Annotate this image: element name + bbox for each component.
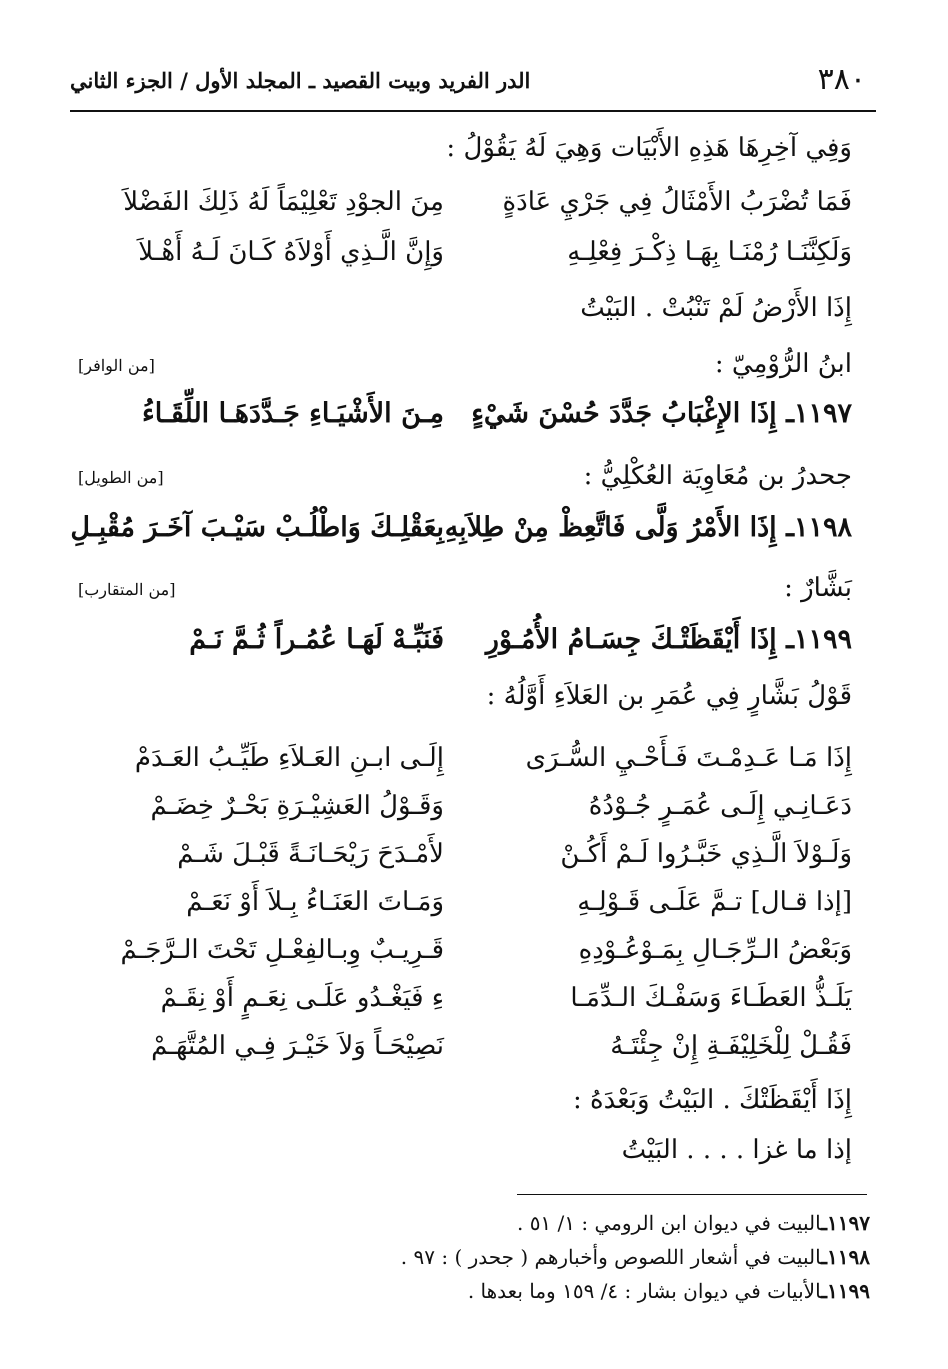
poet-1199: بَشَّارٌ : (784, 573, 852, 603)
verse-a1-left: مِنَ الجوْدِ تَعْلِيْمَاً لَهُ ذَلِكَ الفَضْلاَ (123, 187, 444, 217)
verse-b4-left: وَمَـاتَ العَنَـاءُ بِـلاَ أَوْ نَعَـمْ (186, 887, 444, 917)
verse-b7-left: نَصِيْحَـاً وَلاَ خَيْـرَ فِـي المُتَّهَـمْ (151, 1031, 444, 1061)
verse-a2-left: وَإِنَّ الَّـذِي أَوْلاَهُ كَـانَ لَـهُ أَهْـلاَ (138, 237, 444, 267)
poet-1198: جحدرُ بن مُعَاوِيَة العُكْلِيُّ : (583, 461, 852, 491)
verse-b5-left: قَـرِيـبٌ وِبـالفِعْـلِ تَحْتَ الـرَّجَـمْ (120, 935, 444, 965)
page-header (70, 60, 870, 104)
footnote-text: البيت في ديوان ابن الرومي : ١/ ٥١ . (516, 1211, 822, 1235)
verse-1198-left: بِعَقْلِـكَ وَاطْلُـبْ سَيْـبَ آخَـرَ مُقْبِـلِ (70, 512, 444, 543)
page-number: ٣٨٠ (817, 62, 866, 97)
verse-b3-right: وَلَـوْلاَ الَّـذِي خَبَّـرُوا لَـمْ أَكُـنْ (560, 839, 852, 869)
header-rule (70, 110, 876, 112)
note-b2: إذا ما غزا . . . . البَيْتُ (621, 1135, 852, 1165)
verse-1197-right: ١١٩٧ـ إِذَا الإِغْبَابُ جَدَّدَ حُسْنَ شَيْءٍ (471, 398, 852, 429)
meter-1199: [من المتقارب] (78, 580, 176, 599)
footnote-number: ١١٩٨ـ (821, 1245, 870, 1269)
footnote-text: الأبيات في ديوان بشار : ٤/ ١٥٩ وما بعدها . (467, 1279, 822, 1303)
verse-b7-right: فَقُـلْ لِلْخَلِيْفَـةِ إِنْ جِئْتَـهُ (610, 1031, 852, 1061)
footnote-1198 (401, 1242, 870, 1272)
verse-b5-right: وَبَعْضُ الـرِّجَـالِ بِمَـوْعُـوْدِهِ (578, 935, 852, 965)
meter-1198: [من الطويل] (78, 468, 164, 487)
verse-b6-right: يَلَـذُّ العَطَـاءَ وَسَفْـكَ الـدِّمَـا (570, 983, 852, 1013)
verse-a2-right: وَلَكِنَّنَـا رُمْنَـا بِهَـا ذِكْـرَ فِعْلِـهِ (567, 237, 852, 267)
footnote-number: ١١٩٩ـ (821, 1279, 870, 1303)
verse-b4-right: [إذا قـال] تـمَّ عَلَـى قَـوْلِـهِ (577, 887, 852, 917)
meter-1197: [من الوافر] (78, 356, 155, 375)
footnote-1199 (468, 1276, 870, 1306)
verse-b1-right: إِذَا مَـا عَـدِمْـتَ فَـأَحْـيِ السُّـرَى (525, 743, 852, 773)
verse-b2-left: وَقَـوْلُ العَشِيْـرَةِ بَحْـرٌ خِضَـمْ (150, 791, 444, 821)
note-a: إِذَا الأَرْضُ لَمْ تَنْبُتْ . البَيْتُ (580, 293, 852, 323)
running-title: الدر الفريد وبيت القصيد ـ المجلد الأول / الجزء الثاني (70, 68, 531, 93)
footnote-rule (517, 1194, 867, 1195)
verse-b3-left: لأَمْـدَحَ رَيْحَـانَـةً قَبْـلَ شَـمْ (177, 839, 444, 869)
verse-1199-right: ١١٩٩ـ إِذَا أَيْقَظَتْـكَ جِسَـامُ الأُمُـوْرِ (485, 624, 852, 655)
verse-1199-left: فَنَبِّـهْ لَهَـا عُمُـراً ثُـمَّ نَـمْ (189, 624, 444, 655)
poet-1197: ابنُ الرُّوْمِيّ : (714, 349, 852, 379)
intro-b: قَوْلُ بَشَّارٍ فِي عُمَرِ بن العَلاَءِ أَوَّلُهُ : (486, 681, 852, 711)
footnote-number: ١١٩٧ـ (821, 1211, 870, 1235)
verse-b1-left: إِلَـى ابـنِ العَـلاَءِ طَيِّـبُ العَـدَمْ (134, 743, 444, 773)
verse-a1-right: فَمَا تُضْرَبُ الأَمْثَالُ فِي جَرْيِ عَادَةٍ (502, 187, 852, 217)
intro-line: وَفِي آخِرِهَا هَذِهِ الأَبْيَات وَهِيَ لَهُ يَقُوْلُ : (446, 133, 852, 163)
verse-1198-right: ١١٩٨ـ إِذَا الأَمْرُ وَلَّى فَاتَّعِظْ مِنْ طِلاَبِهِ (444, 512, 852, 543)
verse-1197-left: مِـنَ الأَشْيَـاءِ جَـدَّدَهَـا اللِّقَـاءُ (142, 398, 444, 429)
footnote-text: البيت في أشعار اللصوص وأخبارهم ( جحدر ) : ٩٧ . (400, 1245, 822, 1269)
footnote-1197 (517, 1208, 870, 1238)
verse-b2-right: دَعَـانِـي إِلَـى عُمَـرٍ جُـوْدُهُ (588, 791, 852, 821)
note-b1: إِذَا أَيْقَظَتْكَ . البَيْتُ وَبَعْدَهُ : (572, 1085, 852, 1115)
verse-b6-left: ءِ فَيَغْـدُو عَلَـى نِعَـمٍ أَوْ نِقَـمْ (160, 983, 444, 1013)
